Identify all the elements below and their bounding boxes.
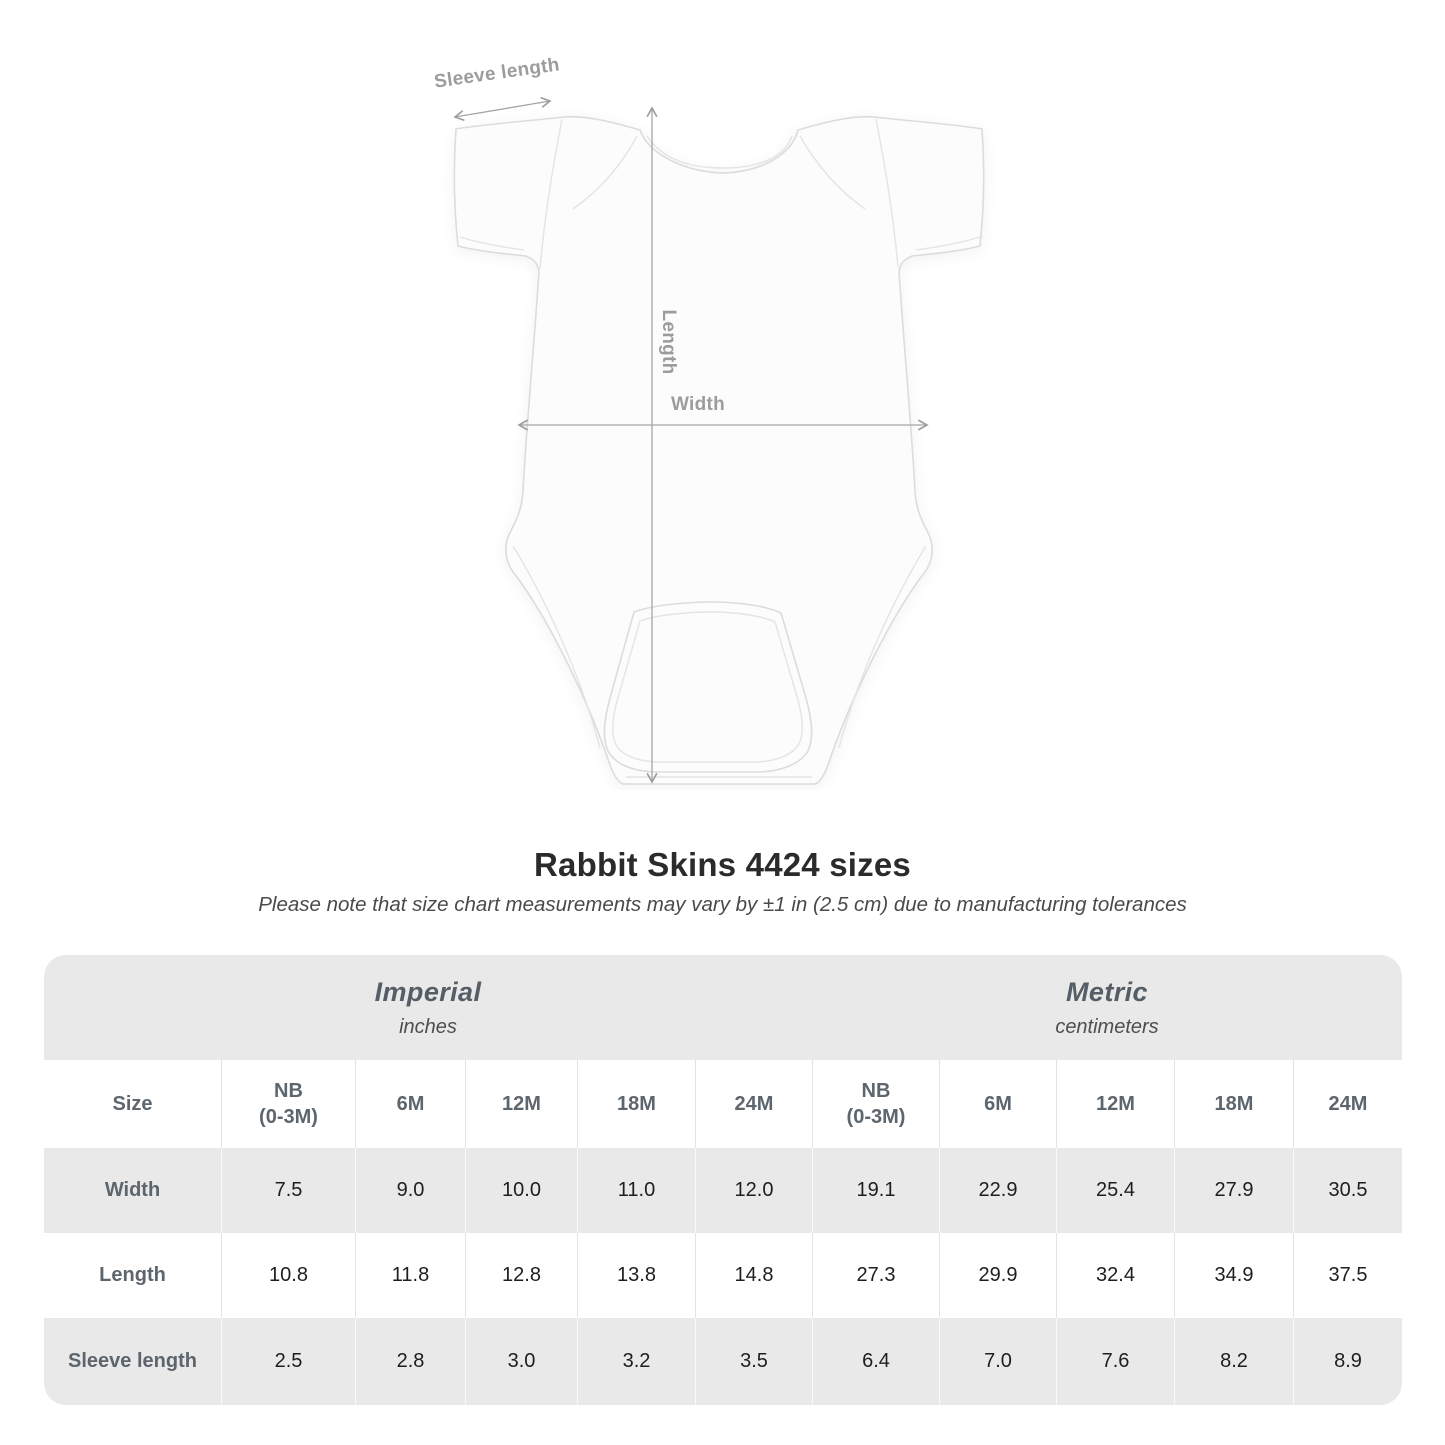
onesie-crotch-flap [604, 602, 811, 772]
column-header: 6M [939, 1060, 1056, 1148]
column-header: 12M [1056, 1060, 1174, 1148]
table-cell: 6.4 [812, 1318, 939, 1405]
page-title: Rabbit Skins 4424 sizes [534, 846, 911, 883]
row-header: Length [99, 1264, 166, 1286]
length-label: Length [658, 309, 679, 375]
table-cell: 7.6 [1056, 1318, 1174, 1405]
size-corner-label: Size [112, 1092, 153, 1115]
table-cell: 2.8 [355, 1318, 465, 1405]
table-cell: 25.4 [1056, 1148, 1174, 1233]
table-cell: 27.9 [1174, 1148, 1293, 1233]
table-cell: 3.2 [577, 1318, 695, 1405]
size-header-row [44, 1060, 1402, 1148]
table-cell: 11.0 [577, 1148, 695, 1233]
column-header: 24M [1293, 1060, 1402, 1148]
table-cell: 9.0 [355, 1148, 465, 1233]
row-header: Sleeve length [68, 1350, 197, 1372]
metric-label: Metric [1066, 976, 1148, 1007]
size-table [44, 955, 1402, 1405]
table-row-width [44, 1148, 1402, 1233]
tolerance-note: Please note that size chart measurements may vary by ±1 in (2.5 cm) due to manufacturing tolerances [258, 893, 1187, 916]
column-header: 18M [1174, 1060, 1293, 1148]
table-cell: 10.0 [465, 1148, 577, 1233]
table-cell: 22.9 [939, 1148, 1056, 1233]
unit-header-metric [812, 955, 1402, 1060]
table-cell: 10.8 [221, 1233, 355, 1318]
sleeve-length-arrow [455, 101, 550, 117]
table-cell: 3.0 [465, 1318, 577, 1405]
table-cell: 12.8 [465, 1233, 577, 1318]
table-cell: 37.5 [1293, 1233, 1402, 1318]
imperial-label: Imperial [374, 976, 482, 1007]
bodysuit-figure [440, 60, 1000, 790]
table-row-length [44, 1233, 1402, 1318]
table-cell: 8.9 [1293, 1318, 1402, 1405]
column-header: 18M [577, 1060, 695, 1148]
sleeve-length-label: Sleeve length [432, 54, 561, 93]
table-cell: 11.8 [355, 1233, 465, 1318]
corner-cell [44, 1060, 221, 1148]
table-cell: 30.5 [1293, 1148, 1402, 1233]
unit-header-row [44, 955, 1402, 1060]
table-cell: 34.9 [1174, 1233, 1293, 1318]
table-cell: 13.8 [577, 1233, 695, 1318]
table-cell: 7.5 [221, 1148, 355, 1233]
table-cell: 19.1 [812, 1148, 939, 1233]
column-header: 12M [465, 1060, 577, 1148]
column-header: 24M [695, 1060, 812, 1148]
onesie-garment [454, 117, 983, 784]
table-cell: 32.4 [1056, 1233, 1174, 1318]
table-cell: 29.9 [939, 1233, 1056, 1318]
column-header: 6M [355, 1060, 465, 1148]
table-cell: 12.0 [695, 1148, 812, 1233]
table-cell: 8.2 [1174, 1318, 1293, 1405]
column-header: NB (0-3M) [812, 1060, 939, 1148]
bodysuit-diagram [440, 60, 1000, 790]
column-header: NB (0-3M) [221, 1060, 355, 1148]
row-header: Width [104, 1179, 161, 1201]
imperial-unit: inches [399, 1015, 457, 1038]
table-cell: 7.0 [939, 1318, 1056, 1405]
metric-unit: centimeters [1055, 1015, 1159, 1038]
table-row-sleeve-length [44, 1318, 1402, 1405]
unit-header-imperial [44, 955, 812, 1060]
table-cell: 2.5 [221, 1318, 355, 1405]
width-label: Width [670, 394, 726, 415]
table-cell: 3.5 [695, 1318, 812, 1405]
table-cell: 27.3 [812, 1233, 939, 1318]
table-cell: 14.8 [695, 1233, 812, 1318]
